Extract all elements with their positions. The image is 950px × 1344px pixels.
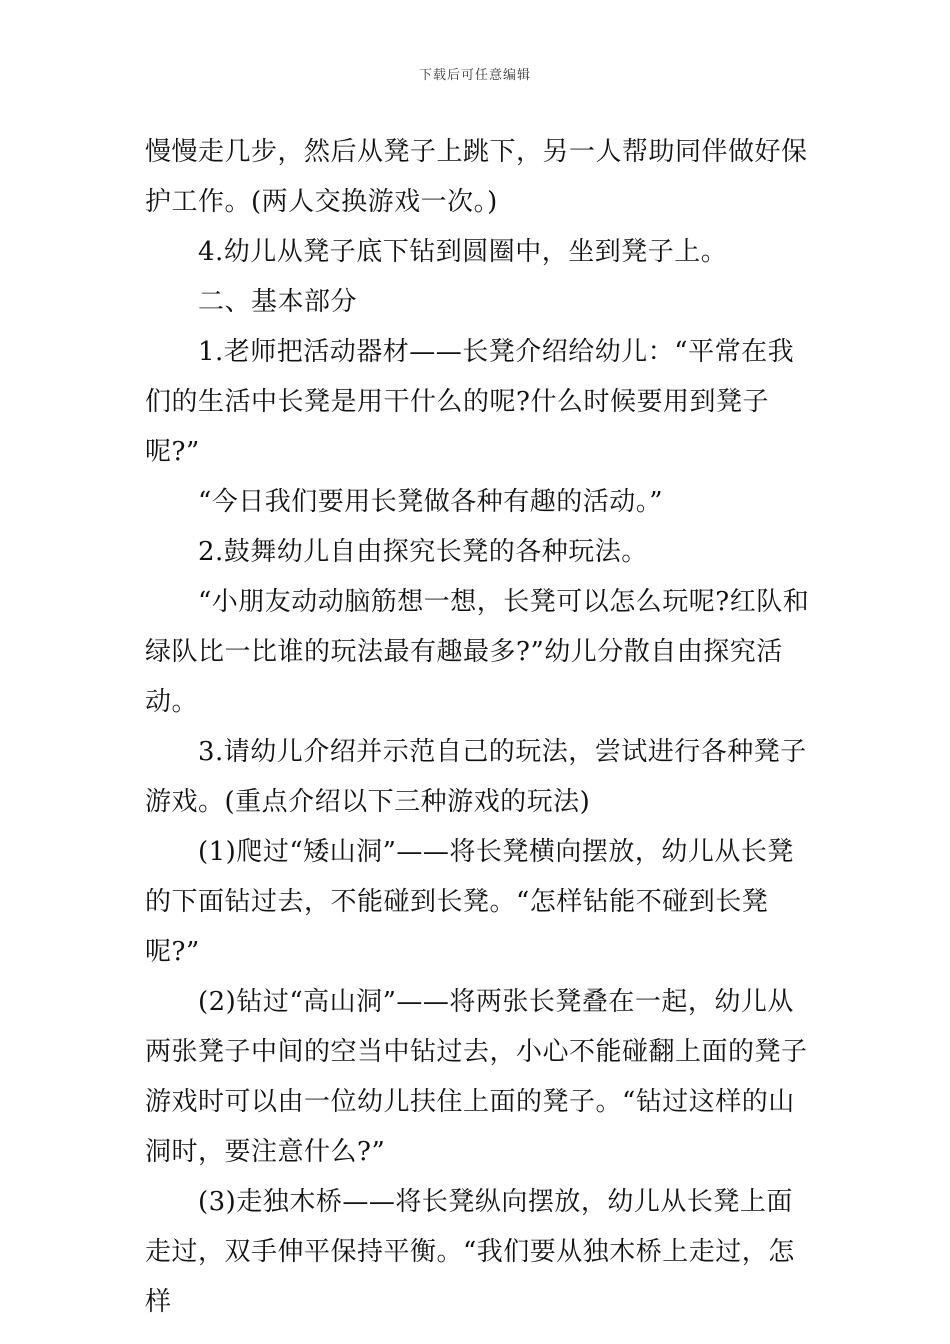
paragraph-item-1: 1.老师把活动器材——长凳介绍给幼儿：“平常在我们的生活中长凳是用干什么的呢?什么时候要用到凳子呢?” — [145, 337, 795, 467]
paragraph-continuation: 慢慢走几步，然后从凳子上跳下，另一人帮助同伴做好保护工作。(两人交换游戏一次。) — [145, 137, 808, 217]
section-heading-basic: 二、基本部分 — [198, 287, 358, 317]
paragraph-game-2: (2)钻过“高山洞”——将两张长凳叠在一起，幼儿从两张凳子中间的空当中钻过去，小心不能碰翻上面的凳子游戏时可以由一位幼儿扶住上面的凳子。“钻过这样的山洞时，要注意什么?” — [145, 987, 808, 1167]
paragraph-quote-explore: “小朋友动动脑筋想一想，长凳可以怎么玩呢?红队和绿队比一比谁的玩法最有趣最多?”幼儿分散自由探究活动。 — [145, 587, 810, 717]
paragraph-step-4: 4.幼儿从凳子底下钻到圆圈中，坐到凳子上。 — [198, 237, 728, 267]
document-body — [145, 127, 815, 1327]
paragraph-game-1: (1)爬过“矮山洞”——将长凳横向摆放，幼儿从长凳的下面钻过去，不能碰到长凳。“怎样钻能不碰到长凳呢?” — [145, 837, 794, 967]
paragraph-quote-today: “今日我们要用长凳做各种有趣的活动。” — [198, 487, 664, 517]
paragraph-game-3: (3)走独木桥——将长凳纵向摆放，幼儿从长凳上面走过，双手伸平保持平衡。“我们要从独木桥上走过，怎样 — [145, 1187, 795, 1317]
page-header: 下载后可任意编辑 — [418, 68, 531, 83]
paragraph-item-3: 3.请幼儿介绍并示范自己的玩法，尝试进行各种凳子游戏。(重点介绍以下三种游戏的玩法) — [145, 737, 807, 817]
paragraph-item-2: 2.鼓舞幼儿自由探究长凳的各种玩法。 — [198, 537, 648, 567]
